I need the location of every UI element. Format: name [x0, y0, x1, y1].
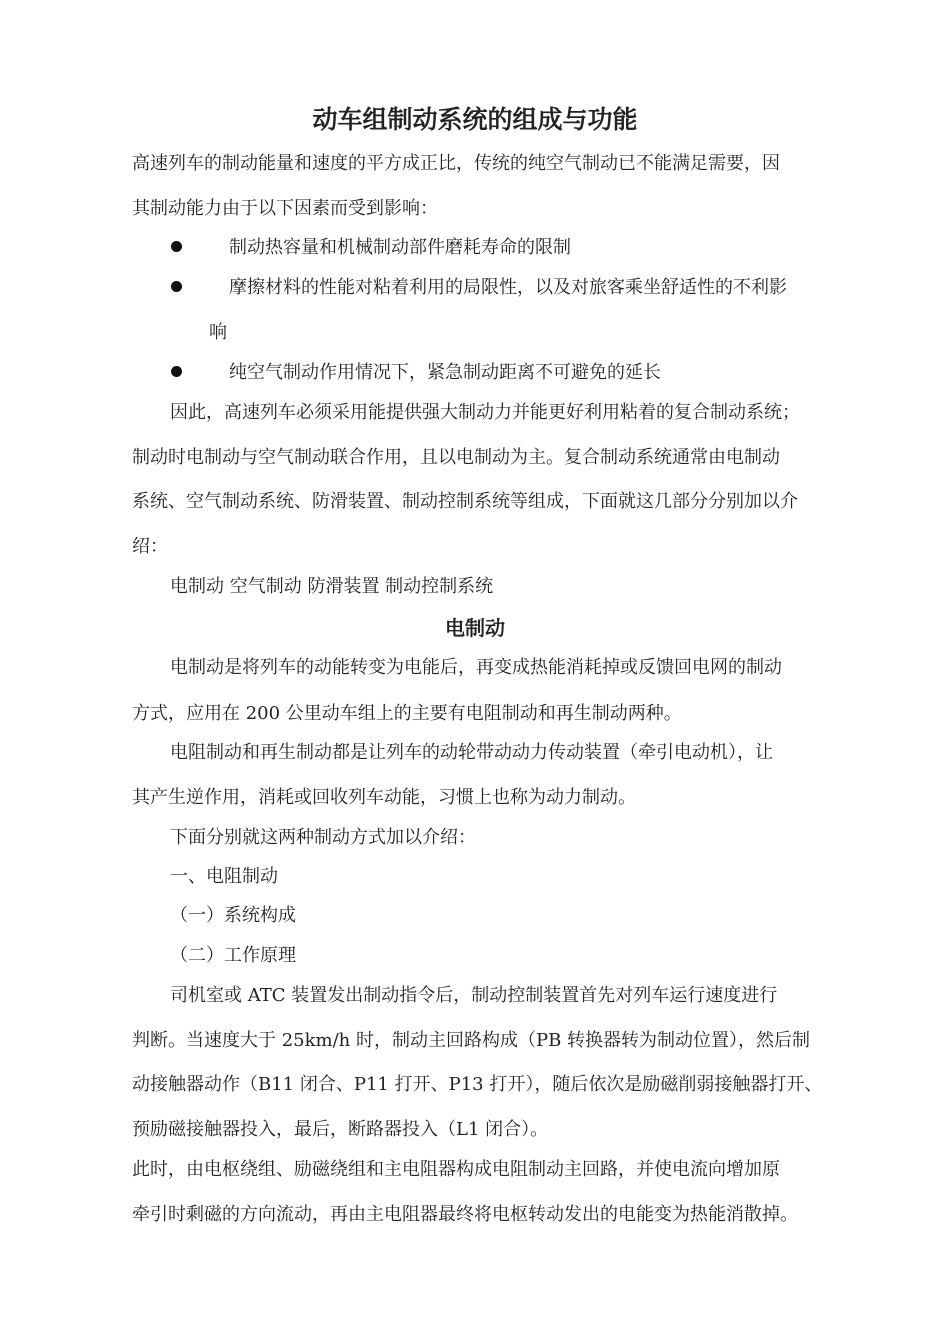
bullet-item-1: 制动热容量和机械制动部件磨耗寿命的限制	[229, 237, 571, 258]
bullet-item-2: 摩擦材料的性能对粘着利用的局限性，以及对旅客乘坐舒适性的不利影	[229, 277, 787, 298]
para6-line-1: 司机室或 ATC 装置发出制动指令后，制动控制装置首先对列车运行速度进行	[170, 985, 778, 1006]
bullet-item-2-continuation: 响	[209, 322, 227, 343]
para2-line-4: 绍：	[132, 536, 168, 557]
para2-line-3: 系统、空气制动系统、防滑装置、制动控制系统等组成，下面就这几部分分别加以介	[132, 491, 798, 512]
subheading-1: 一、电阻制动	[170, 866, 278, 887]
para3-line-1: 电制动是将列车的动能转变为电能后，再变成热能消耗掉或反馈回电网的制动	[170, 657, 782, 678]
para4-line-2: 其产生逆作用，消耗或回收列车动能，习惯上也称为动力制动。	[132, 787, 636, 808]
para6-line-2: 判断。当速度大于 25km/h 时，制动主回路构成（PB 转换器转为制动位置），然后制	[132, 1030, 811, 1051]
topics-line: 电制动 空气制动 防滑装置 制动控制系统	[170, 576, 494, 597]
document-title: 动车组制动系统的组成与功能	[312, 105, 638, 134]
para4-line-1: 电阻制动和再生制动都是让列车的动轮带动动力传动装置（牵引电动机），让	[170, 742, 773, 763]
section-heading: 电制动	[445, 616, 505, 640]
intro-line-1: 高速列车的制动能量和速度的平方成正比，传统的纯空气制动已不能满足需要，因	[132, 153, 780, 174]
intro-line-2: 其制动能力由于以下因素而受到影响：	[132, 198, 438, 219]
para7-line-2: 牵引时剩磁的方向流动，再由主电阻器最终将电枢转动发出的电能变为热能消散掉。	[132, 1204, 798, 1225]
para6-line-3: 动接触器动作（B11 闭合、P11 打开、P13 打开），随后依次是励磁削弱接触器打开、	[132, 1074, 823, 1095]
para2-line-2: 制动时电制动与空气制动联合作用，且以电制动为主。复合制动系统通常由电制动	[132, 447, 780, 468]
bullet-icon	[171, 281, 182, 292]
para6-line-4: 预励磁接触器投入，最后，断路器投入（L1 闭合）。	[132, 1119, 549, 1140]
para3-line-2: 方式，应用在 200 公里动车组上的主要有电阻制动和再生制动两种。	[132, 703, 682, 724]
para5: 下面分别就这两种制动方式加以介绍：	[170, 827, 476, 848]
bullet-item-3: 纯空气制动作用情况下，紧急制动距离不可避免的延长	[229, 362, 661, 383]
para7-line-1: 此时，由电枢绕组、励磁绕组和主电阻器构成电阻制动主回路，并使电流向增加原	[132, 1159, 780, 1180]
para2-line-1: 因此，高速列车必须采用能提供强大制动力并能更好利用粘着的复合制动系统；	[170, 402, 800, 423]
subheading-2: （一）系统构成	[170, 905, 296, 926]
subheading-3: （二）工作原理	[170, 945, 296, 966]
bullet-icon	[171, 241, 182, 252]
bullet-icon	[171, 366, 182, 377]
